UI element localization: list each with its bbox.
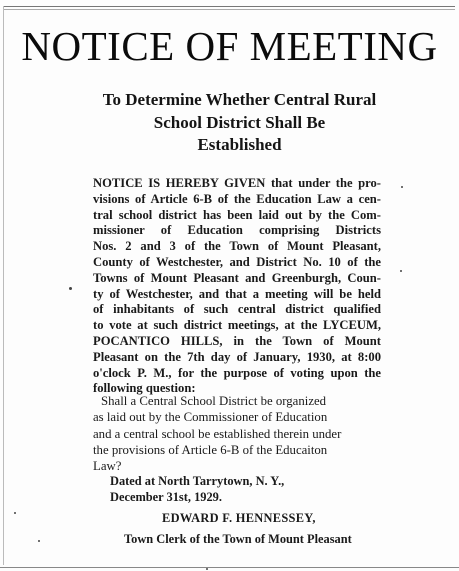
body-line: o'clock P. M., for the purpose of voting upon the — [93, 365, 381, 380]
signer-title: Town Clerk of the Town of Mount Pleasant — [124, 532, 352, 546]
question-line: and a central school be established therein under — [93, 426, 342, 441]
signer-name: EDWARD F. HENNESSEY, — [162, 511, 316, 525]
headline: NOTICE OF MEETING — [21, 23, 438, 69]
left-edge-rule — [3, 6, 4, 565]
dateline-place: Dated at North Tarrytown, N. Y., — [110, 474, 285, 488]
body-line: of inhabitants of such central district qualified — [93, 302, 381, 317]
body-line: NOTICE IS HEREBY GIVEN that under the pro- — [93, 176, 381, 190]
body-line: County of Westchester, and District No. 10 of the — [93, 254, 381, 269]
dateline — [110, 473, 284, 505]
subhead-line: School District Shall Be — [153, 112, 326, 132]
body-line: tral school district has been laid out by the Com- — [93, 207, 381, 222]
print-speck — [400, 270, 402, 272]
print-speck — [69, 287, 72, 290]
question-line: the provisions of Article 6-B of the Educaiton — [93, 442, 328, 457]
body-line: visions of Article 6-B of the Education Law a cen- — [93, 191, 381, 206]
body-line: following question: — [93, 381, 196, 396]
subhead-line: To Determine Whether Central Rural — [102, 90, 377, 109]
dateline-date: December 31st, 1929. — [110, 490, 222, 504]
body-line: to vote at such district meetings, at the LYCEUM, — [93, 318, 381, 333]
body-line: Nos. 2 and 3 of the Town of Mount Pleasant, — [93, 239, 381, 254]
body-line: Towns of Mount Pleasant and Greenburgh, Coun- — [93, 270, 381, 285]
ballot-question — [93, 393, 381, 474]
subhead — [60, 89, 419, 157]
subhead-line: Established — [197, 135, 282, 154]
body-line: POCANTICO HILLS, in the Town of Mount — [93, 333, 381, 348]
body-line: missioner of Education comprising Districts — [93, 223, 381, 238]
question-line: as laid out by the Commissioner of Education — [93, 410, 328, 425]
notice-body — [93, 176, 381, 397]
top-rule — [4, 6, 455, 7]
body-line: ty of Westchester, and that a meeting will be held — [93, 286, 381, 301]
print-speck — [401, 186, 403, 188]
body-line: Pleasant on the 7th day of January, 1930, at 8:00 — [93, 349, 381, 364]
print-speck — [14, 512, 16, 514]
bottom-rule — [0, 567, 459, 568]
top-rule-secondary — [4, 9, 455, 10]
print-speck — [206, 568, 208, 570]
print-speck — [38, 540, 40, 542]
question-line: Shall a Central School District be organized — [101, 394, 327, 408]
question-line: Law? — [93, 459, 122, 474]
